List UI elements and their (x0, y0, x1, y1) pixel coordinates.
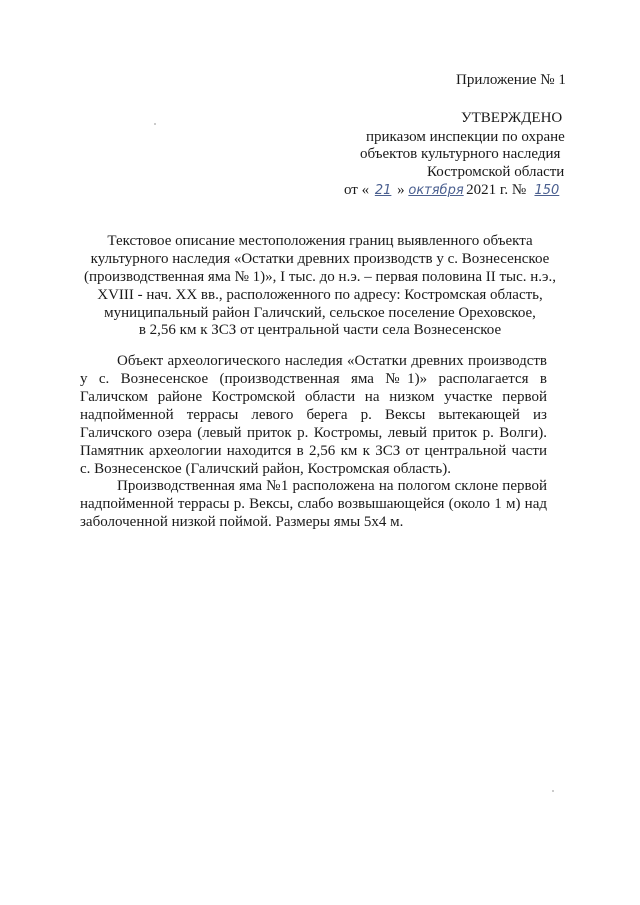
title-line-1: Текстовое описание местоположения границ выявленного объекта (107, 233, 533, 249)
title-line-5: муниципальный район Галичский, сельское поселение Ореховское, (104, 305, 536, 321)
paragraph1-line-3: Галичском районе Костромской области на низком участке первой (80, 389, 547, 405)
date-day-handwritten: 21 (374, 183, 392, 198)
date-month-handwritten: октября (408, 183, 464, 198)
paragraph1-line-1: Объект археологического наследия «Остатки древних производств (117, 353, 547, 369)
date-prefix: от « (344, 182, 370, 198)
appendix-label: Приложение № 1 (456, 72, 566, 88)
paragraph1-line-2: у с. Вознесенское (производственная яма №1)» располагается в (80, 371, 547, 387)
scan-speck (552, 790, 554, 792)
title-line-2: культурного наследия «Остатки древних производств у с. Вознесенское (90, 251, 550, 267)
paragraph2-line-1: Производственная яма №1 расположена на пологом склоне первой (117, 478, 547, 494)
paragraph2-line-3: заболоченной низкой поймой. Размеры ямы 5х4 м. (80, 514, 404, 530)
paragraph1-line-5: Галичского озера (левый приток р. Костромы, левый приток р. Волги). (80, 425, 547, 441)
order-number-handwritten: 150 (534, 183, 560, 198)
paragraph2-line-2: надпойменной террасы р. Вексы, слабо возвышающейся (около 1 м) над (80, 496, 547, 512)
title-line-4: XVIII - нач. XX вв., расположенного по адресу: Костромская область, (97, 287, 543, 303)
date-mid: » (397, 182, 409, 198)
paragraph1-line-4: надпойменной террасы левого берега р. Вексы вытекающей из (80, 407, 547, 423)
order-date-line (344, 182, 564, 199)
title-line-6: в 2,56 км к ЗСЗ от центральной части села Вознесенское (138, 322, 502, 338)
paragraph1-line-6: Памятник археологии находится в 2,56 км к ЗСЗ от центральной части (80, 443, 547, 459)
paragraph1-line-7: с. Вознесенское (Галичский район, Костромская область). (80, 461, 452, 477)
order-line-3: Костромской области (427, 164, 565, 180)
date-suffix: 2021 г. № (462, 182, 530, 198)
order-line-2: объектов культурного наследия (360, 146, 561, 162)
approved-stamp-text: УТВЕРЖДЕНО (461, 110, 563, 126)
title-line-3: (производственная яма № 1)», I тыс. до н.э. – первая половина II тыс. н.э., (83, 269, 556, 285)
order-line-1: приказом инспекции по охране (366, 129, 565, 145)
scan-speck (154, 123, 156, 125)
